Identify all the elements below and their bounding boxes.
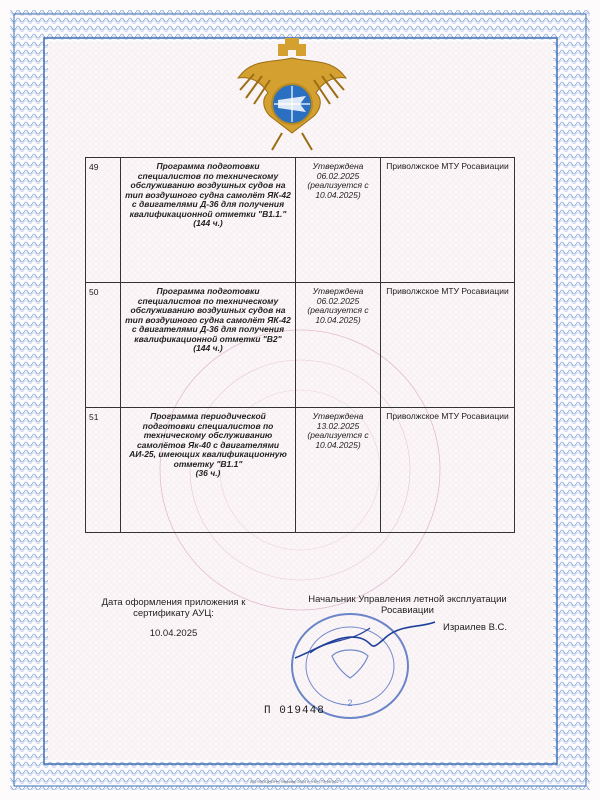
program-title: Программа подготовки специалистов по техническому обслуживанию воздушных судов на тип воздушного судна самолёт ЯК-42 с двигателями Д-36 для получения квалификационной отметки "B2"	[125, 286, 291, 344]
signature-icon	[290, 608, 440, 668]
head-name: Израилев В.С.	[443, 622, 508, 633]
head-title: Начальник Управления летной эксплуатации Росавиации	[308, 594, 507, 617]
row-number: 50	[86, 283, 121, 408]
program-title: Программа периодической подготовки специалистов по техническому обслуживанию самолётов Як-40 с двигателями АИ-25, имеющих квалификационную отметку "B1.1"	[129, 411, 287, 469]
approval-cell: Утверждена 06.02.2025 (реализуется с 10.04.2025)	[296, 283, 381, 408]
program-cell	[121, 283, 296, 408]
program-hours: (36 ч.)	[195, 468, 221, 479]
program-hours: (144 ч.)	[193, 218, 223, 229]
organization-cell: Приволжское МТУ Росавиации	[381, 408, 515, 533]
table-row	[86, 408, 515, 533]
serial-number: П 019448	[264, 705, 325, 717]
issue-date-block	[86, 597, 261, 639]
table-row	[86, 283, 515, 408]
organization-cell: Приволжское МТУ Росавиации	[381, 158, 515, 283]
program-hours: (144 ч.)	[193, 343, 223, 354]
program-cell	[121, 158, 296, 283]
row-number: 51	[86, 408, 121, 533]
issue-date-label: Дата оформления приложения к сертификату АУЦ:	[101, 597, 246, 620]
svg-text:2: 2	[347, 698, 353, 708]
program-cell	[121, 408, 296, 533]
table-row	[86, 158, 515, 283]
approval-cell: Утверждена 06.02.2025 (реализуется с 10.04.2025)	[296, 158, 381, 283]
row-number: 49	[86, 158, 121, 283]
printer-note: АО «ОПЦИОН», Москва, 2024 г., «Б», ТЗ № 262	[250, 779, 339, 784]
programs-table	[85, 157, 515, 533]
program-title: Программа подготовки специалистов по техническому обслуживанию воздушных судов на тип воздушного судна самолёт ЯК-42 с двигателями Д-36 для получения квалификационной отметки "B1.1."	[125, 161, 291, 219]
approval-cell: Утверждена 13.02.2025 (реализуется с 10.04.2025)	[296, 408, 381, 533]
organization-cell: Приволжское МТУ Росавиации	[381, 283, 515, 408]
eagle-emblem-icon	[232, 38, 352, 156]
issue-date-value: 10.04.2025	[149, 627, 198, 639]
